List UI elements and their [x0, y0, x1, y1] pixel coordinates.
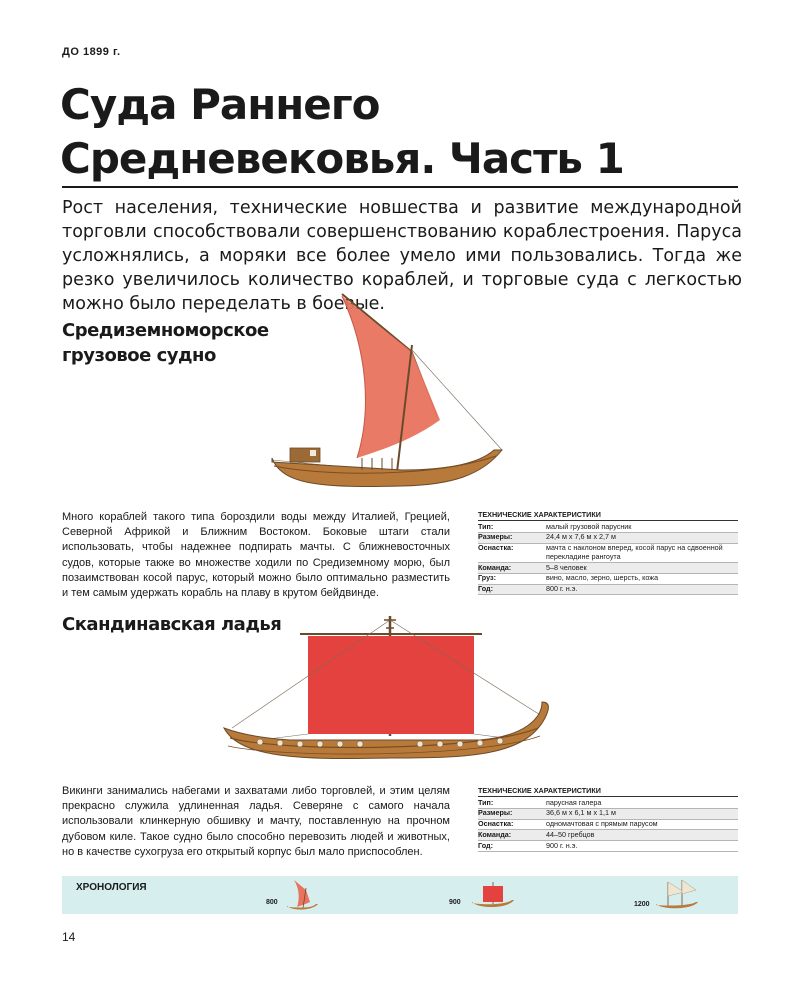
- spec-value: вино, масло, зерно, шерсть, кожа: [546, 573, 738, 584]
- era-label: ДО 1899 г.: [62, 46, 121, 58]
- spec-row: [478, 562, 738, 573]
- chronology-band: [62, 876, 738, 914]
- page-number: 14: [62, 930, 76, 944]
- section-1-body: Много кораблей такого типа бороздили воды между Италией, Грецией, Северной Африкой и Ближним Востоком. Боковые штаги стали использовать, чтобы надежнее подпирать мачты. С ближневосточных судов, которые также во множестве ходили по Средиземному морю, был позаимствован косой парус, который можно было оптимально разместить и тем самым удержать корабль на плаву в крутом бейдвинде.: [62, 511, 450, 600]
- spec-value: 36,6 м х 6,1 м х 1,1 м: [546, 808, 738, 819]
- spec-key: Команда:: [478, 830, 546, 841]
- spec-key: Груз:: [478, 573, 546, 584]
- spec-key: Тип:: [478, 522, 546, 532]
- spec-key: Оснастка:: [478, 543, 546, 562]
- mediterranean-ship-thumbnail: [284, 878, 320, 912]
- chronology-tick: 1200: [634, 901, 650, 908]
- chronology-tick: 900: [449, 899, 461, 906]
- title-line-1: Суда Раннего: [60, 80, 380, 129]
- intro-paragraph: Рост населения, технические новшества и развитие международной торговли способствовали совершенствованию кораблестроения. Паруса усложнялись, а моряки все более умело ими пользовались. Тогда же резко увеличилось количество кораблей, и торговые суда с легкостью можно было переделать в боевые.: [62, 198, 742, 314]
- spec-value: 5–8 человек: [546, 562, 738, 573]
- spec-row: [478, 522, 738, 532]
- section-2-heading: Скандинавская ладья: [62, 614, 282, 635]
- section-1-specs: [478, 510, 738, 595]
- spec-value: 44–50 гребцов: [546, 830, 738, 841]
- title-rule: [62, 186, 738, 188]
- spec-value: парусная галера: [546, 798, 738, 808]
- specs-title: ТЕХНИЧЕСКИЕ ХАРАКТЕРИСТИКИ: [478, 510, 738, 521]
- spec-row: [478, 573, 738, 584]
- spec-row: [478, 830, 738, 841]
- section-2-specs: [478, 786, 738, 852]
- spec-row: [478, 532, 738, 543]
- longship-thumbnail: [470, 880, 516, 910]
- mediterranean-ship-illustration: [262, 290, 522, 490]
- section-1-heading-line-1: Средиземноморское: [62, 320, 269, 341]
- spec-row: [478, 808, 738, 819]
- chronology-label: ХРОНОЛОГИЯ: [76, 882, 147, 893]
- spec-value: малый грузовой парусник: [546, 522, 738, 532]
- spec-row: [478, 584, 738, 595]
- spec-value: 800 г. н.э.: [546, 584, 738, 595]
- spec-value: одномачтовая с прямым парусом: [546, 819, 738, 830]
- spec-key: Размеры:: [478, 808, 546, 819]
- spec-key: Тип:: [478, 798, 546, 808]
- spec-row: [478, 841, 738, 852]
- spec-key: Год:: [478, 584, 546, 595]
- spec-key: Команда:: [478, 562, 546, 573]
- spec-row: [478, 819, 738, 830]
- spec-value: 900 г. н.э.: [546, 841, 738, 852]
- title-line-2: Средневековья. Часть 1: [60, 134, 624, 183]
- spec-key: Оснастка:: [478, 819, 546, 830]
- page-title: [60, 78, 760, 186]
- specs-title: ТЕХНИЧЕСКИЕ ХАРАКТЕРИСТИКИ: [478, 786, 738, 797]
- spec-key: Год:: [478, 841, 546, 852]
- section-1-heading-line-2: грузовое судно: [62, 345, 216, 366]
- spec-row: [478, 798, 738, 808]
- spec-value: мачта с наклоном вперед, косой парус на сдвоенной перекладине рангоута: [546, 543, 738, 562]
- spec-row: [478, 543, 738, 562]
- longship-illustration: [220, 608, 560, 768]
- section-2-body: Викинги занимались набегами и захватами либо торговлей, и этим целям прекрасно служила удлиненная ладья. Северяне с самого начала использовали клинкерную обшивку и мачту, поставленную на прочном дубовом киле. Такое судно было способно перевозить людей и животных, но в качестве сухогруза его открытый корпус был мало приспособлен.: [62, 785, 450, 858]
- spec-key: Размеры:: [478, 532, 546, 543]
- chronology-tick: 800: [266, 899, 278, 906]
- spec-value: 24,4 м х 7,6 м х 2,7 м: [546, 532, 738, 543]
- galley-thumbnail: [654, 878, 700, 912]
